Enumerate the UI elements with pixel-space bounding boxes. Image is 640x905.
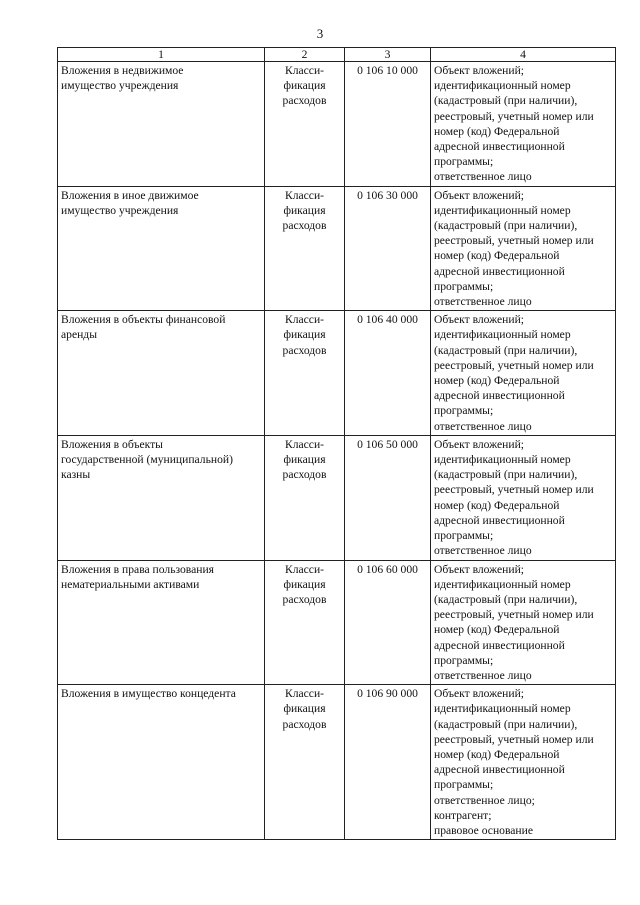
accounts-table — [57, 47, 616, 840]
analytics-cell — [431, 560, 616, 685]
analytics-cell-line: адресной инвестиционной — [434, 513, 565, 527]
analytics-cell-line: (кадастровый (при наличии), — [434, 94, 578, 108]
classification-cell — [265, 685, 345, 840]
analytics-cell-line: идентификационный номер — [434, 702, 571, 716]
analytics-cell-line: программы; — [434, 404, 494, 418]
analytics-cell-line: идентификационный номер — [434, 453, 571, 467]
account-code-cell: 0 106 60 000 — [345, 560, 431, 685]
analytics-cell-line: идентификационный номер — [434, 79, 571, 93]
classification-cell-line: Класси- — [284, 313, 325, 327]
table-row — [58, 311, 616, 436]
table-header-row — [58, 48, 616, 62]
classification-cell-line: Класси- — [284, 437, 325, 451]
column-header: 4 — [431, 48, 616, 62]
analytics-cell-line: номер (код) Федеральной — [434, 124, 560, 138]
account-name-cell-line: имущество учреждения — [61, 203, 179, 217]
table-body — [58, 62, 616, 840]
analytics-cell-line: Объект вложений; — [434, 313, 525, 327]
classification-cell-line: Класси- — [284, 188, 325, 202]
account-code-cell: 0 106 40 000 — [345, 311, 431, 436]
account-name-cell — [58, 560, 265, 685]
account-name-cell-line: Вложения в иное движимое — [61, 188, 199, 202]
analytics-cell-line: номер (код) Федеральной — [434, 498, 560, 512]
account-name-cell-line: казны — [61, 468, 91, 482]
analytics-cell-line: адресной инвестиционной — [434, 638, 565, 652]
classification-cell-line: расходов — [282, 468, 327, 482]
analytics-cell — [431, 435, 616, 560]
account-name-cell-line: Вложения в права пользования — [61, 562, 214, 576]
analytics-cell-line: ответственное лицо — [434, 668, 532, 682]
account-name-cell-line: нематериальными активами — [61, 577, 200, 591]
analytics-cell-line: (кадастровый (при наличии), — [434, 468, 578, 482]
analytics-cell-line: реестровый, учетный номер или — [434, 109, 594, 123]
table-row — [58, 560, 616, 685]
analytics-cell-line: номер (код) Федеральной — [434, 249, 560, 263]
account-name-cell-line: аренды — [61, 328, 97, 342]
analytics-cell-line: Объект вложений; — [434, 687, 525, 701]
analytics-cell-line: адресной инвестиционной — [434, 763, 565, 777]
analytics-cell-line: идентификационный номер — [434, 328, 571, 342]
analytics-cell-line: номер (код) Федеральной — [434, 374, 560, 388]
analytics-cell-line: (кадастровый (при наличии), — [434, 343, 578, 357]
classification-cell-line: расходов — [282, 343, 327, 357]
account-name-cell — [58, 311, 265, 436]
analytics-cell-line: ответственное лицо — [434, 544, 532, 558]
classification-cell — [265, 62, 345, 187]
classification-cell-line: Класси- — [284, 64, 325, 77]
classification-cell — [265, 311, 345, 436]
analytics-cell-line: адресной инвестиционной — [434, 264, 565, 278]
account-name-cell-line: Вложения в имущество концедента — [61, 687, 236, 701]
account-name-cell-line: Вложения в объекты — [61, 437, 163, 451]
analytics-cell-line: реестровый, учетный номер или — [434, 234, 594, 248]
classification-cell-line: фикация — [283, 702, 326, 716]
table-row — [58, 62, 616, 187]
analytics-cell-line: идентификационный номер — [434, 203, 571, 217]
account-code-cell: 0 106 30 000 — [345, 186, 431, 311]
analytics-cell — [431, 62, 616, 187]
analytics-cell-line: программы; — [434, 279, 494, 293]
account-code-cell: 0 106 90 000 — [345, 685, 431, 840]
analytics-cell-line: (кадастровый (при наличии), — [434, 592, 578, 606]
classification-cell-line: Класси- — [284, 687, 325, 701]
analytics-cell-line: идентификационный номер — [434, 577, 571, 591]
classification-cell-line: расходов — [282, 219, 327, 233]
classification-cell-line: фикация — [283, 79, 326, 93]
analytics-cell-line: контрагент; — [434, 808, 492, 822]
analytics-cell-line: адресной инвестиционной — [434, 140, 565, 154]
classification-cell-line: фикация — [283, 203, 326, 217]
analytics-cell-line: адресной инвестиционной — [434, 389, 565, 403]
account-name-cell — [58, 62, 265, 187]
analytics-cell-line: Объект вложений; — [434, 188, 525, 202]
account-name-cell — [58, 186, 265, 311]
classification-cell-line: фикация — [283, 453, 326, 467]
analytics-cell — [431, 685, 616, 840]
column-header: 1 — [58, 48, 265, 62]
analytics-cell-line: номер (код) Федеральной — [434, 623, 560, 637]
analytics-cell-line: реестровый, учетный номер или — [434, 358, 594, 372]
classification-cell-line: расходов — [282, 94, 327, 108]
classification-cell — [265, 560, 345, 685]
analytics-cell-line: программы; — [434, 529, 494, 543]
classification-cell-line: фикация — [283, 577, 326, 591]
analytics-cell — [431, 186, 616, 311]
account-code-cell: 0 106 10 000 — [345, 62, 431, 187]
account-name-cell — [58, 435, 265, 560]
analytics-cell-line: программы; — [434, 155, 494, 169]
analytics-cell — [431, 311, 616, 436]
analytics-cell-line: реестровый, учетный номер или — [434, 483, 594, 497]
classification-cell — [265, 186, 345, 311]
analytics-cell-line: (кадастровый (при наличии), — [434, 219, 578, 233]
analytics-cell-line: (кадастровый (при наличии), — [434, 717, 578, 731]
classification-cell-line: расходов — [282, 717, 327, 731]
classification-cell-line: фикация — [283, 328, 326, 342]
account-name-cell-line: Вложения в недвижимое — [61, 64, 184, 77]
analytics-cell-line: ответственное лицо — [434, 419, 532, 433]
analytics-cell-line: программы; — [434, 653, 494, 667]
account-name-cell-line: имущество учреждения — [61, 79, 179, 93]
analytics-cell-line: ответственное лицо; — [434, 793, 535, 807]
analytics-cell-line: Объект вложений; — [434, 437, 525, 451]
account-code-cell: 0 106 50 000 — [345, 435, 431, 560]
account-name-cell-line: Вложения в объекты финансовой — [61, 313, 226, 327]
analytics-cell-line: Объект вложений; — [434, 562, 525, 576]
account-name-cell-line: государственной (муниципальной) — [61, 453, 233, 467]
table-row — [58, 435, 616, 560]
analytics-cell-line: реестровый, учетный номер или — [434, 732, 594, 746]
table-row — [58, 685, 616, 840]
analytics-cell-line: ответственное лицо — [434, 295, 532, 309]
classification-cell-line: расходов — [282, 592, 327, 606]
analytics-cell-line: ответственное лицо — [434, 170, 532, 184]
analytics-cell-line: правовое основание — [434, 823, 533, 837]
analytics-cell-line: Объект вложений; — [434, 64, 525, 77]
classification-cell-line: Класси- — [284, 562, 325, 576]
account-name-cell — [58, 685, 265, 840]
column-header: 3 — [345, 48, 431, 62]
analytics-cell-line: программы; — [434, 778, 494, 792]
page-number: 3 — [316, 26, 324, 41]
classification-cell — [265, 435, 345, 560]
table-row — [58, 186, 616, 311]
analytics-cell-line: номер (код) Федеральной — [434, 747, 560, 761]
analytics-cell-line: реестровый, учетный номер или — [434, 608, 594, 622]
column-header: 2 — [265, 48, 345, 62]
